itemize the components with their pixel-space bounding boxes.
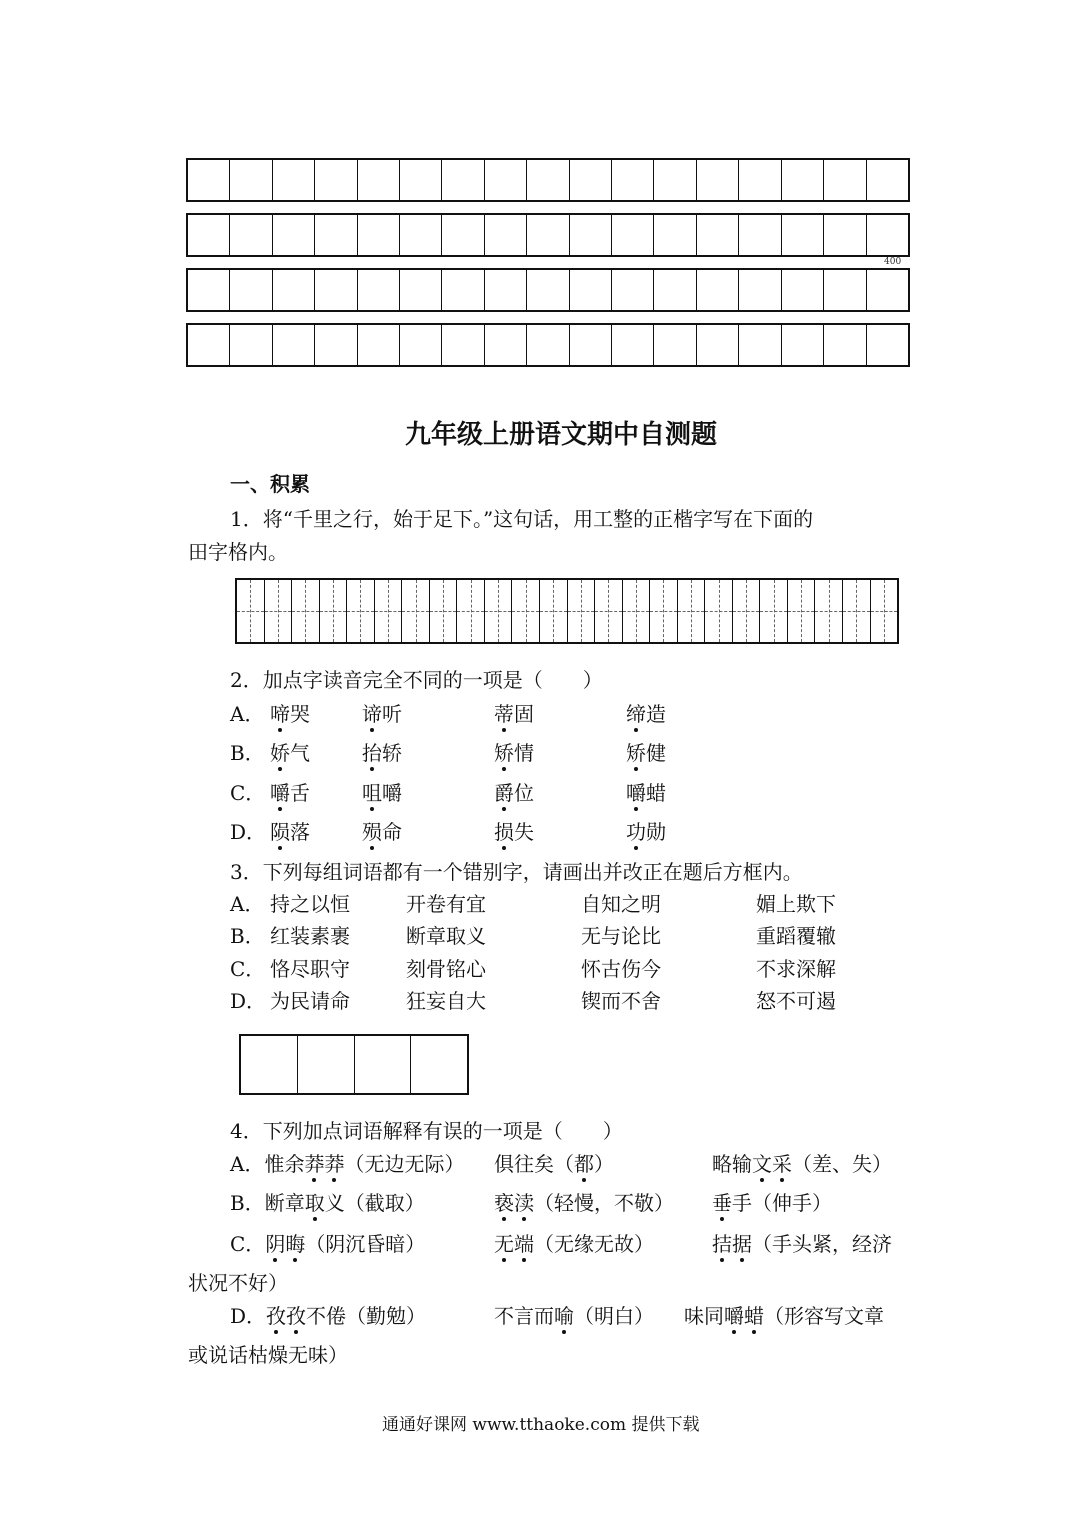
tianzige-cell[interactable] <box>320 580 348 642</box>
tianzige-cell[interactable] <box>595 580 623 642</box>
tianzige-cell[interactable] <box>733 580 761 642</box>
tianzige-cell[interactable] <box>871 580 898 642</box>
grid-cell[interactable] <box>654 270 696 310</box>
plain-char: 哭 <box>290 702 310 726</box>
plain-char: 轿 <box>382 741 402 765</box>
grid-cell[interactable] <box>442 160 484 200</box>
term-explanation: （手头紧，经济 <box>752 1232 892 1256</box>
grid-cell[interactable] <box>782 160 824 200</box>
q2-word <box>626 777 666 806</box>
grid-cell[interactable] <box>230 270 272 310</box>
q1-line2: 田字格内。 <box>188 540 288 564</box>
q3-idiom: 怀古伤今 <box>581 957 661 981</box>
dotted-term <box>724 1304 764 1328</box>
grid-cell[interactable] <box>697 325 739 365</box>
tianzige-cell[interactable] <box>375 580 403 642</box>
option-label: D． <box>230 989 267 1013</box>
dotted-term <box>494 1232 534 1256</box>
grid-cell[interactable] <box>570 160 612 200</box>
grid-row <box>186 268 910 312</box>
dotted-char: 矫 <box>494 741 514 765</box>
term-explanation: （轻慢，不敬） <box>534 1191 674 1215</box>
q3-idiom: 怒不可遏 <box>756 989 836 1013</box>
dotted-char: 端 <box>514 1232 534 1256</box>
tianzige-cell[interactable] <box>457 580 485 642</box>
grid-cell[interactable] <box>527 270 569 310</box>
dotted-char: 蒂 <box>494 702 514 726</box>
grid-cell[interactable] <box>867 325 908 365</box>
q2-word <box>494 816 534 845</box>
term-text: 略输 <box>712 1152 752 1176</box>
dotted-char: 孜 <box>266 1304 287 1328</box>
q3-idiom: 狂妄自大 <box>406 989 486 1013</box>
term-explanation: （无边无际） <box>344 1152 465 1176</box>
q2-word <box>626 816 666 845</box>
tianzige-cell[interactable] <box>485 580 513 642</box>
q2-word <box>270 777 310 806</box>
grid-cell[interactable] <box>824 215 866 255</box>
grid-cell[interactable] <box>485 160 527 200</box>
dotted-char: 阴 <box>265 1232 286 1256</box>
term-explanation: 手（伸手） <box>732 1191 832 1215</box>
tianzige-cell[interactable] <box>430 580 458 642</box>
dotted-term <box>494 1191 534 1215</box>
answer-box-cell[interactable] <box>241 1036 298 1093</box>
dotted-char: 文 <box>752 1152 772 1176</box>
dotted-char: 抬 <box>362 741 382 765</box>
grid-cell[interactable] <box>824 270 866 310</box>
dotted-char: 殒 <box>362 820 382 844</box>
grid-row <box>186 213 910 257</box>
dotted-term <box>712 1191 732 1215</box>
q2-word <box>494 777 534 806</box>
grid-cell[interactable] <box>230 325 272 365</box>
q2-word <box>362 777 402 806</box>
answer-box-cell[interactable] <box>411 1036 467 1093</box>
q2-stem: 2．加点字读音完全不同的一项是（ ） <box>230 668 603 692</box>
dotted-char: 功 <box>626 820 646 844</box>
dotted-char: 啼 <box>270 702 290 726</box>
q3-idiom: 重蹈覆辙 <box>756 924 836 948</box>
grid-cell[interactable] <box>739 270 781 310</box>
grid-cell[interactable] <box>358 215 400 255</box>
dotted-char: 娇 <box>270 741 290 765</box>
dotted-char: 亵 <box>494 1191 514 1215</box>
answer-box-cell[interactable] <box>298 1036 355 1093</box>
q4-option-d <box>230 1300 426 1329</box>
dotted-char: 爵 <box>494 781 514 805</box>
dotted-term <box>304 1152 344 1176</box>
dotted-char: 晦 <box>285 1232 306 1256</box>
dotted-char: 莽 <box>304 1152 325 1176</box>
dotted-char: 嚼 <box>724 1304 744 1328</box>
q4-stem: 4．下列加点词语解释有误的一项是（ ） <box>230 1119 623 1143</box>
q2-word <box>362 698 402 727</box>
term-explanation: （阴沉昏暗） <box>305 1232 426 1256</box>
q4-option-a <box>230 1148 464 1177</box>
grid-cell[interactable] <box>570 325 612 365</box>
plain-char: 听 <box>382 702 402 726</box>
dotted-char: 缔 <box>626 702 646 726</box>
q4-option-c <box>230 1228 425 1257</box>
grid-cell[interactable] <box>273 270 315 310</box>
grid-cell[interactable] <box>442 270 484 310</box>
tianzige-cell[interactable] <box>815 580 843 642</box>
grid-cell[interactable] <box>358 160 400 200</box>
dotted-char: 矫 <box>626 741 646 765</box>
plain-char: 嚼 <box>382 781 402 805</box>
dotted-char: 采 <box>772 1152 792 1176</box>
grid-cell[interactable] <box>867 270 908 310</box>
dotted-term <box>554 1304 574 1328</box>
tianzige-cell[interactable] <box>788 580 816 642</box>
grid-cell[interactable] <box>273 215 315 255</box>
q3-idiom: 红装素裹 <box>270 924 350 948</box>
dotted-term <box>574 1152 594 1176</box>
dotted-char: 蜡 <box>744 1304 764 1328</box>
grid-cell[interactable] <box>739 215 781 255</box>
dotted-char: 孜 <box>286 1304 307 1328</box>
q3-idiom: 锲而不舍 <box>581 989 661 1013</box>
grid-cell[interactable] <box>527 160 569 200</box>
dotted-char: 都 <box>574 1152 594 1176</box>
dotted-term <box>305 1191 325 1215</box>
grid-cell[interactable] <box>739 160 781 200</box>
grid-cell[interactable] <box>654 325 696 365</box>
tianzige-cell[interactable] <box>512 580 540 642</box>
dotted-char: 渎 <box>514 1191 534 1215</box>
q4-option-d-3 <box>684 1300 884 1329</box>
grid-cell[interactable] <box>612 215 654 255</box>
grid-cell[interactable] <box>315 160 357 200</box>
tianzige-cell[interactable] <box>705 580 733 642</box>
term-explanation: 义（截取） <box>324 1191 425 1215</box>
tianzige-cell[interactable] <box>843 580 871 642</box>
q1-line1: 1．将“千里之行，始于足下。”这句话，用工整的正楷字写在下面的 <box>230 507 814 531</box>
dotted-char: 取 <box>304 1191 325 1215</box>
q3-idiom: 恪尽职守 <box>270 957 350 981</box>
dotted-char: 谛 <box>362 702 382 726</box>
footer-credit: 通通好课网 www.tthaoke.com 提供下载 <box>382 1415 700 1435</box>
plain-char: 命 <box>382 820 402 844</box>
q2-word <box>626 737 666 766</box>
q3-idiom: 不求深解 <box>756 957 836 981</box>
grid-cell[interactable] <box>188 270 230 310</box>
grid-cell[interactable] <box>442 215 484 255</box>
plain-char: 舌 <box>290 781 310 805</box>
q4-option-d-continuation: 或说话枯燥无味） <box>188 1343 348 1367</box>
q3-idiom: 刻骨铭心 <box>406 957 486 981</box>
answer-boxes[interactable] <box>239 1034 469 1095</box>
dotted-char: 咀 <box>362 781 382 805</box>
grid-cell[interactable] <box>697 270 739 310</box>
q4-option-b-2 <box>494 1187 674 1216</box>
grid-cell[interactable] <box>612 270 654 310</box>
dotted-char: 莽 <box>324 1152 345 1176</box>
dotted-term <box>712 1232 752 1256</box>
dotted-char: 损 <box>494 820 514 844</box>
q3-idiom: 媚上欺下 <box>756 892 836 916</box>
q3-idiom: 自知之明 <box>581 892 661 916</box>
grid-cell[interactable] <box>570 270 612 310</box>
grid-cell[interactable] <box>400 215 442 255</box>
dotted-char: 陨 <box>270 820 290 844</box>
dotted-char: 垂 <box>712 1191 732 1215</box>
plain-char: 气 <box>290 741 310 765</box>
term-text: 味同 <box>684 1304 724 1328</box>
plain-char: 情 <box>514 741 534 765</box>
q2-word <box>362 737 402 766</box>
option-label: C． <box>230 781 266 805</box>
grid-cell[interactable] <box>188 160 230 200</box>
q2-word <box>270 698 310 727</box>
q2-word <box>494 698 534 727</box>
grid-cell[interactable] <box>782 215 824 255</box>
q4-option-b <box>230 1187 425 1216</box>
tianzige-cell[interactable] <box>292 580 320 642</box>
plain-char: 蜡 <box>646 781 666 805</box>
option-label: A． <box>230 892 265 916</box>
grid-cell[interactable] <box>824 160 866 200</box>
plain-char: 勋 <box>646 820 666 844</box>
grid-cell[interactable] <box>400 325 442 365</box>
plain-char: 位 <box>514 781 534 805</box>
q2-word <box>362 816 402 845</box>
option-label: B． <box>230 924 265 948</box>
option-label: C． <box>230 1232 266 1256</box>
tianzige-cell[interactable] <box>347 580 375 642</box>
q3-idiom: 持之以恒 <box>270 892 350 916</box>
tianzige-cell[interactable] <box>760 580 788 642</box>
grid-cell[interactable] <box>485 325 527 365</box>
plain-char: 造 <box>646 702 666 726</box>
grid-cell[interactable] <box>315 270 357 310</box>
term-explanation: ） <box>594 1152 614 1176</box>
dotted-char: 无 <box>494 1232 514 1256</box>
grid-cell[interactable] <box>782 270 824 310</box>
grid-count-marker: 400 <box>884 257 902 267</box>
grid-cell[interactable] <box>485 215 527 255</box>
q3-stem: 3．下列每组词语都有一个错别字，请画出并改正在题后方框内。 <box>230 860 803 884</box>
tianzige-cell[interactable] <box>402 580 430 642</box>
q2-word <box>270 816 310 845</box>
grid-cell[interactable] <box>315 325 357 365</box>
tianzige-cell[interactable] <box>237 580 265 642</box>
q3-idiom: 为民请命 <box>270 989 350 1013</box>
grid-cell[interactable] <box>612 325 654 365</box>
dotted-term <box>266 1304 306 1328</box>
q4-option-c-2 <box>494 1228 654 1257</box>
grid-cell[interactable] <box>867 160 908 200</box>
option-label: C． <box>230 957 266 981</box>
q3-idiom: 开卷有宜 <box>406 892 486 916</box>
option-label: D． <box>230 820 267 844</box>
tianzige-grid[interactable] <box>235 578 899 644</box>
grid-cell[interactable] <box>188 325 230 365</box>
grid-cell[interactable] <box>315 215 357 255</box>
grid-cell[interactable] <box>358 270 400 310</box>
grid-cell[interactable] <box>824 325 866 365</box>
grid-cell[interactable] <box>527 325 569 365</box>
option-label: D． <box>230 1304 267 1328</box>
q2-word <box>270 737 310 766</box>
dotted-term <box>752 1152 792 1176</box>
grid-cell[interactable] <box>400 270 442 310</box>
plain-char: 固 <box>514 702 534 726</box>
term-explanation: （形容写文章 <box>764 1304 884 1328</box>
term-explanation: （无缘无故） <box>534 1232 654 1256</box>
term-text: 不言而 <box>494 1304 554 1328</box>
q2-word <box>494 737 534 766</box>
grid-cell[interactable] <box>739 325 781 365</box>
grid-cell[interactable] <box>527 215 569 255</box>
term-text: 惟余 <box>264 1152 305 1176</box>
grid-cell[interactable] <box>782 325 824 365</box>
grid-cell[interactable] <box>442 325 484 365</box>
dotted-term <box>265 1232 305 1256</box>
term-explanation: （明白） <box>574 1304 654 1328</box>
option-label: B． <box>230 741 265 765</box>
grid-cell[interactable] <box>273 160 315 200</box>
grid-cell[interactable] <box>612 160 654 200</box>
plain-char: 健 <box>646 741 666 765</box>
answer-box-cell[interactable] <box>355 1036 412 1093</box>
tianzige-cell[interactable] <box>540 580 568 642</box>
grid-cell[interactable] <box>570 215 612 255</box>
term-explanation: 不倦（勤勉） <box>306 1304 427 1328</box>
dotted-char: 嚼 <box>270 781 290 805</box>
section-heading: 一、积累 <box>230 472 310 496</box>
grid-cell[interactable] <box>400 160 442 200</box>
grid-cell[interactable] <box>485 270 527 310</box>
grid-row <box>186 323 910 367</box>
term-text: 俱往矣（ <box>494 1152 574 1176</box>
tianzige-cell[interactable] <box>678 580 706 642</box>
dotted-char: 据 <box>732 1232 752 1256</box>
option-label: A． <box>230 702 265 726</box>
q4-option-a-2 <box>494 1148 614 1177</box>
option-label: A． <box>230 1152 265 1176</box>
q3-idiom: 断章取义 <box>406 924 486 948</box>
grid-cell[interactable] <box>273 325 315 365</box>
grid-row <box>186 158 910 202</box>
grid-cell[interactable] <box>697 215 739 255</box>
q3-idiom: 无与论比 <box>581 924 661 948</box>
dotted-char: 拮 <box>712 1232 732 1256</box>
q4-option-b-3 <box>712 1187 832 1216</box>
term-text: 断章 <box>264 1191 305 1215</box>
grid-cell[interactable] <box>230 160 272 200</box>
tianzige-cell[interactable] <box>265 580 293 642</box>
q2-word <box>626 698 666 727</box>
q4-option-c-3 <box>712 1228 892 1257</box>
term-explanation: （差、失） <box>792 1152 892 1176</box>
tianzige-cell[interactable] <box>568 580 596 642</box>
plain-char: 落 <box>290 820 310 844</box>
option-label: B． <box>230 1191 265 1215</box>
page-title: 九年级上册语文期中自测题 <box>405 420 718 450</box>
dotted-char: 嚼 <box>626 781 646 805</box>
grid-cell[interactable] <box>697 160 739 200</box>
tianzige-cell[interactable] <box>623 580 651 642</box>
grid-cell[interactable] <box>358 325 400 365</box>
grid-cell[interactable] <box>654 160 696 200</box>
plain-char: 失 <box>514 820 534 844</box>
grid-cell[interactable] <box>867 215 908 255</box>
q4-option-c-continuation: 状况不好） <box>188 1271 288 1295</box>
grid-cell[interactable] <box>188 215 230 255</box>
q4-option-d-2 <box>494 1300 654 1329</box>
dotted-char: 喻 <box>554 1304 574 1328</box>
grid-cell[interactable] <box>230 215 272 255</box>
grid-cell[interactable] <box>654 215 696 255</box>
tianzige-cell[interactable] <box>650 580 678 642</box>
q4-option-a-3 <box>712 1148 892 1177</box>
